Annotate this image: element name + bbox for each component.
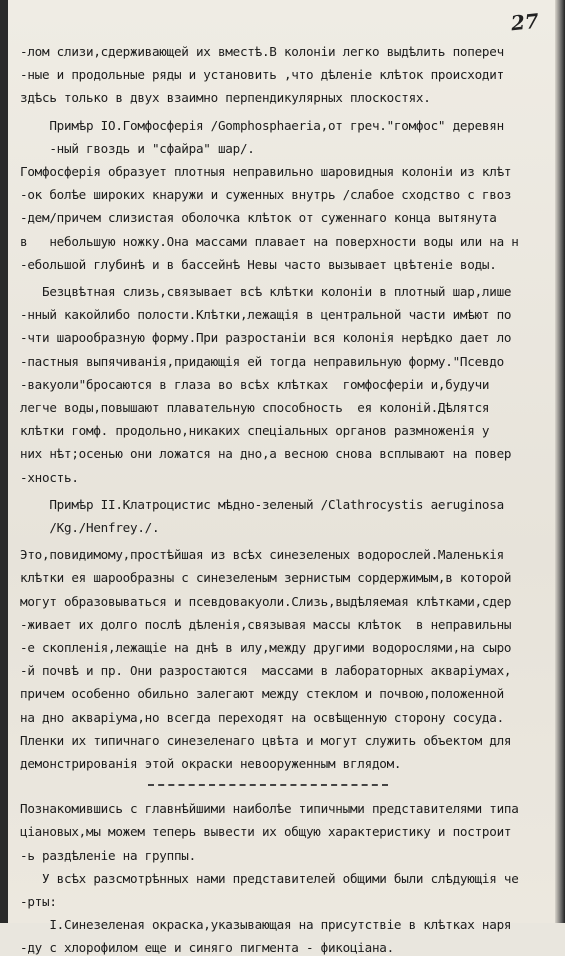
scan-right-edge bbox=[555, 0, 565, 923]
text-line: -ебольшой глубинѣ и в бассейнѣ Невы часто вызывает цвѣтеніе воды. bbox=[20, 256, 497, 272]
text-line: могут образовываться и псевдовакуоли.Слизь,выдѣляемая клѣтками,сдер bbox=[20, 593, 512, 609]
text-line: -лом слизи,сдерживающей их вместѣ.В колоніи легко выдѣлить попереч bbox=[20, 44, 504, 59]
text-line: -е скопленія,лежащіе на днѣ в илу,между другими водорослями,на сыро bbox=[20, 640, 512, 655]
text-line: в небольшую ножку.Она массами плавает на поверхности воды или на н bbox=[20, 233, 519, 249]
text-line: Гомфосферія образует плотныя неправильно шаровидныя колоніи из клѣт bbox=[20, 164, 512, 179]
text-line: -ок болѣе широких кнаружи и суженных внутрь /слабое сходство с гвоз bbox=[20, 187, 512, 203]
text-line: здѣсь только в двух взаимно перпендикулярных плоскостях. bbox=[20, 90, 431, 106]
text-line: -чти шарообразную форму.При разростаніи вся колонія нерѣдко дает ло bbox=[20, 330, 512, 346]
text-line: Познакомившись с главнѣйшими наиболѣе типичными представителями типа bbox=[20, 801, 519, 817]
text-line: Безцвѣтная слизь,связывает всѣ клѣтки колоніи в плотный шар,лише bbox=[20, 284, 512, 299]
section-divider bbox=[148, 784, 388, 786]
text-line: -ду с хлорофилом еще и синяго пигмента - фикоціана. bbox=[20, 940, 394, 956]
text-line: на дно акваріума,но всегда переходят на освѣщенную сторону сосуда. bbox=[20, 709, 504, 725]
text-line: ціановых,мы можем теперь вывести их общую характеристику и построит bbox=[20, 824, 512, 840]
text-line: -пастныя выпячиванія,придающія ей тогда неправильную форму."Псевдо bbox=[20, 353, 504, 369]
text-line: клѣтки гомф. продольно,никаких спеціальных органов размноженія у bbox=[20, 423, 490, 439]
text-line: Примѣр IO.Гомфосферія /Gomphosphaeria,от греч."гомфос" деревян bbox=[20, 117, 504, 133]
text-line: легче воды,повышают плавательную способность ея колоній.Дѣлятся bbox=[20, 400, 490, 415]
text-line: I.Синезеленая окраска,указывающая на присутствіе в клѣтках наря bbox=[20, 917, 512, 933]
text-line: них нѣт;осенью они ложатся на дно,а весною снова всплывают на повер bbox=[20, 446, 512, 462]
text-line: -рты: bbox=[20, 894, 57, 909]
text-line: -ь раздѣленіе на группы. bbox=[20, 847, 196, 863]
text-line: -нный какойлибо полости.Клѣтки,лежащія в центральной части имѣют по bbox=[20, 307, 512, 323]
text-line: Пленки их типичнаго синезеленаго цвѣта и могут служить объектом для bbox=[20, 732, 512, 748]
page-number: 27 bbox=[509, 8, 541, 36]
text-line: -й почвѣ и пр. Они разростаются массами в лабораторных акваріумах, bbox=[20, 663, 512, 679]
scan-left-edge bbox=[0, 0, 8, 923]
text-line: -ные и продольные ряды и установить ,что дѣленіе клѣток происходит bbox=[20, 67, 504, 83]
text-line: -ный гвоздь и "сфайра" шар/. bbox=[20, 140, 255, 156]
text-line: причем особенно обильно залегают между стеклом и почвою,положенной bbox=[20, 686, 504, 702]
text-line: -живает их долго послѣ дѣленія,связывая массы клѣток в неправильны bbox=[20, 616, 512, 632]
text-line: -дем/причем слизистая оболочка клѣток от суженнаго конца вытянута bbox=[20, 210, 497, 226]
text-line: У всѣх разсмотрѣнных нами представителей общими были слѣдующія че bbox=[20, 870, 519, 886]
text-line: /Kg./Henfrey./. bbox=[20, 520, 160, 535]
text-line: -хность. bbox=[20, 469, 79, 485]
text-line: клѣтки ея шарообразны с синезеленым зернистым сордержимым,в которой bbox=[20, 570, 512, 586]
text-line: Примѣр II.Клатроцистис мѣдно-зеленый /Clathrocystis aeruginosa bbox=[20, 496, 504, 512]
text-line: Это,повидимому,простѣйшая из всѣх синезеленых водорослей.Маленькія bbox=[20, 547, 504, 563]
text-line: -вакуоли"бросаются в глаза во всѣх клѣтках гомфосферіи и,будучи bbox=[20, 376, 490, 392]
text-line: демонстрированія этой окраски невооруженным вглядом. bbox=[20, 756, 402, 771]
